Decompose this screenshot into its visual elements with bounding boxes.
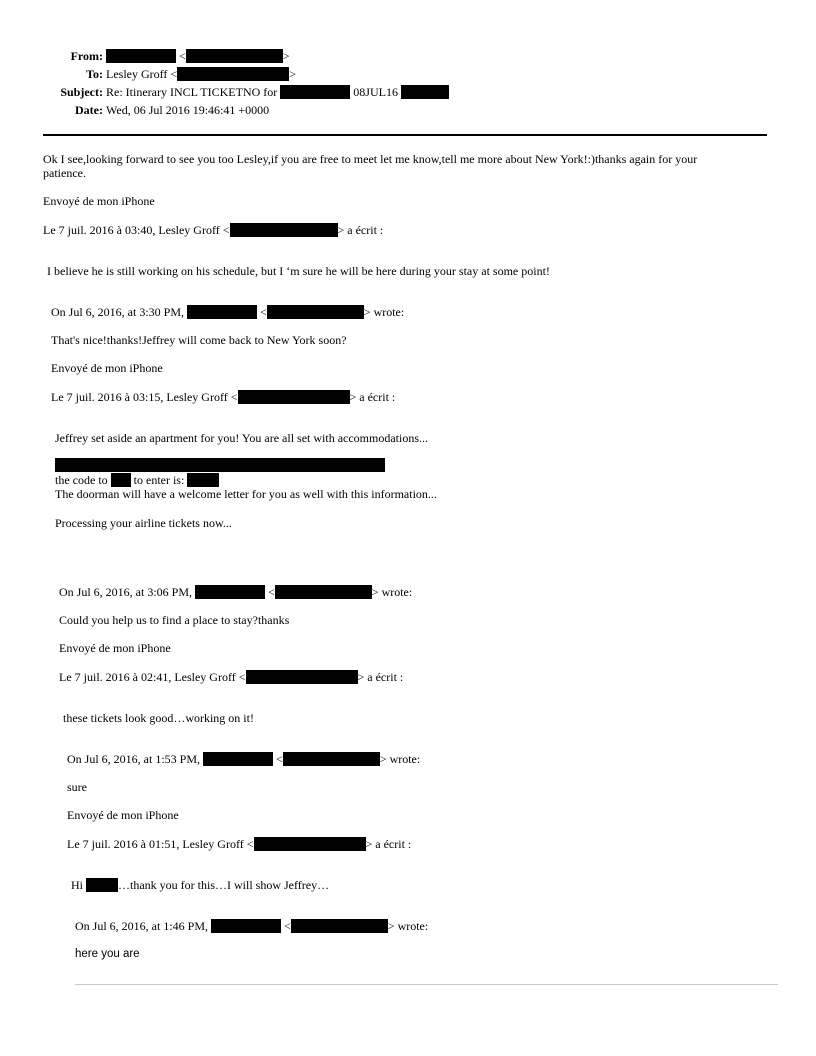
redacted-block (283, 752, 380, 766)
quote-intro: On Jul 6, 2016, at 1:46 PM, < > wrote: (75, 919, 429, 933)
quote-intro: Le 7 juil. 2016 à 01:51, Lesley Groff < > a écrit : (67, 837, 412, 851)
redacted-block (203, 752, 273, 766)
quote-text: Could you help us to find a place to stay?thanks (59, 613, 290, 627)
subject-label: Subject: (60, 85, 103, 99)
quote-text: I believe he is still working on his schedule, but I ‘m sure he will be here during your stay at some point! (47, 264, 550, 278)
quote-text: Processing your airline tickets now... (55, 516, 232, 530)
redacted-block (275, 585, 372, 599)
redacted-block (186, 49, 283, 63)
quote-text: sure (67, 780, 87, 794)
redacted-line (55, 458, 385, 472)
from-label: From: (70, 49, 103, 63)
quote-text: Hi …thank you for this…I will show Jeffrey… (71, 878, 330, 892)
redacted-block (291, 919, 388, 933)
quote-intro: On Jul 6, 2016, at 1:53 PM, < > wrote: (67, 752, 421, 766)
redacted-block (187, 305, 257, 319)
subject-value: Re: Itinerary INCL TICKETNO for 08JUL16 (106, 84, 449, 100)
redacted-block (246, 670, 358, 684)
redacted-block (86, 878, 118, 892)
door-code-line: the code to to enter is: (55, 473, 219, 487)
quote-text: The doorman will have a welcome letter for you as well with this information... (55, 487, 437, 501)
signature: Envoyé de mon iPhone (43, 194, 155, 208)
redacted-block (238, 390, 350, 404)
footer-divider (75, 984, 778, 985)
quote-text: these tickets look good…working on it! (63, 711, 254, 725)
header-divider (43, 134, 767, 136)
quote-intro: Le 7 juil. 2016 à 03:15, Lesley Groff < > a écrit : (51, 390, 396, 404)
redacted-block (55, 458, 385, 472)
signature: Envoyé de mon iPhone (51, 361, 163, 375)
quote-intro: Le 7 juil. 2016 à 02:41, Lesley Groff < > a écrit : (59, 670, 404, 684)
redacted-block (195, 585, 265, 599)
redacted-block (177, 67, 289, 81)
redacted-block (111, 473, 131, 487)
redacted-block (280, 85, 350, 99)
quote-text: That's nice!thanks!Jeffrey will come back to New York soon? (51, 333, 347, 347)
redacted-block (401, 85, 449, 99)
date-label: Date: (75, 103, 103, 117)
redacted-block (267, 305, 364, 319)
redacted-block (254, 837, 366, 851)
redacted-block (211, 919, 281, 933)
signature: Envoyé de mon iPhone (59, 641, 171, 655)
quote-intro: On Jul 6, 2016, at 3:06 PM, < > wrote: (59, 585, 413, 599)
quote-intro: Le 7 juil. 2016 à 03:40, Lesley Groff < > a écrit : (43, 223, 384, 237)
redacted-block (106, 49, 176, 63)
redacted-block (230, 223, 338, 237)
date-value: Wed, 06 Jul 2016 19:46:41 +0000 (106, 103, 270, 117)
signature: Envoyé de mon iPhone (67, 808, 179, 822)
message-body: Ok I see,looking forward to see you too Lesley,if you are free to meet let me know,tell me more about New York!:)thanks again for your patience. (43, 152, 698, 180)
quote-intro: On Jul 6, 2016, at 3:30 PM, < > wrote: (51, 305, 405, 319)
to-label: To: (86, 67, 103, 81)
from-value: < > (106, 48, 290, 64)
redacted-block (187, 473, 219, 487)
quote-text: Jeffrey set aside an apartment for you! You are all set with accommodations... (55, 431, 429, 445)
quote-text: here you are (75, 948, 140, 960)
to-value: Lesley Groff < > (106, 67, 296, 81)
